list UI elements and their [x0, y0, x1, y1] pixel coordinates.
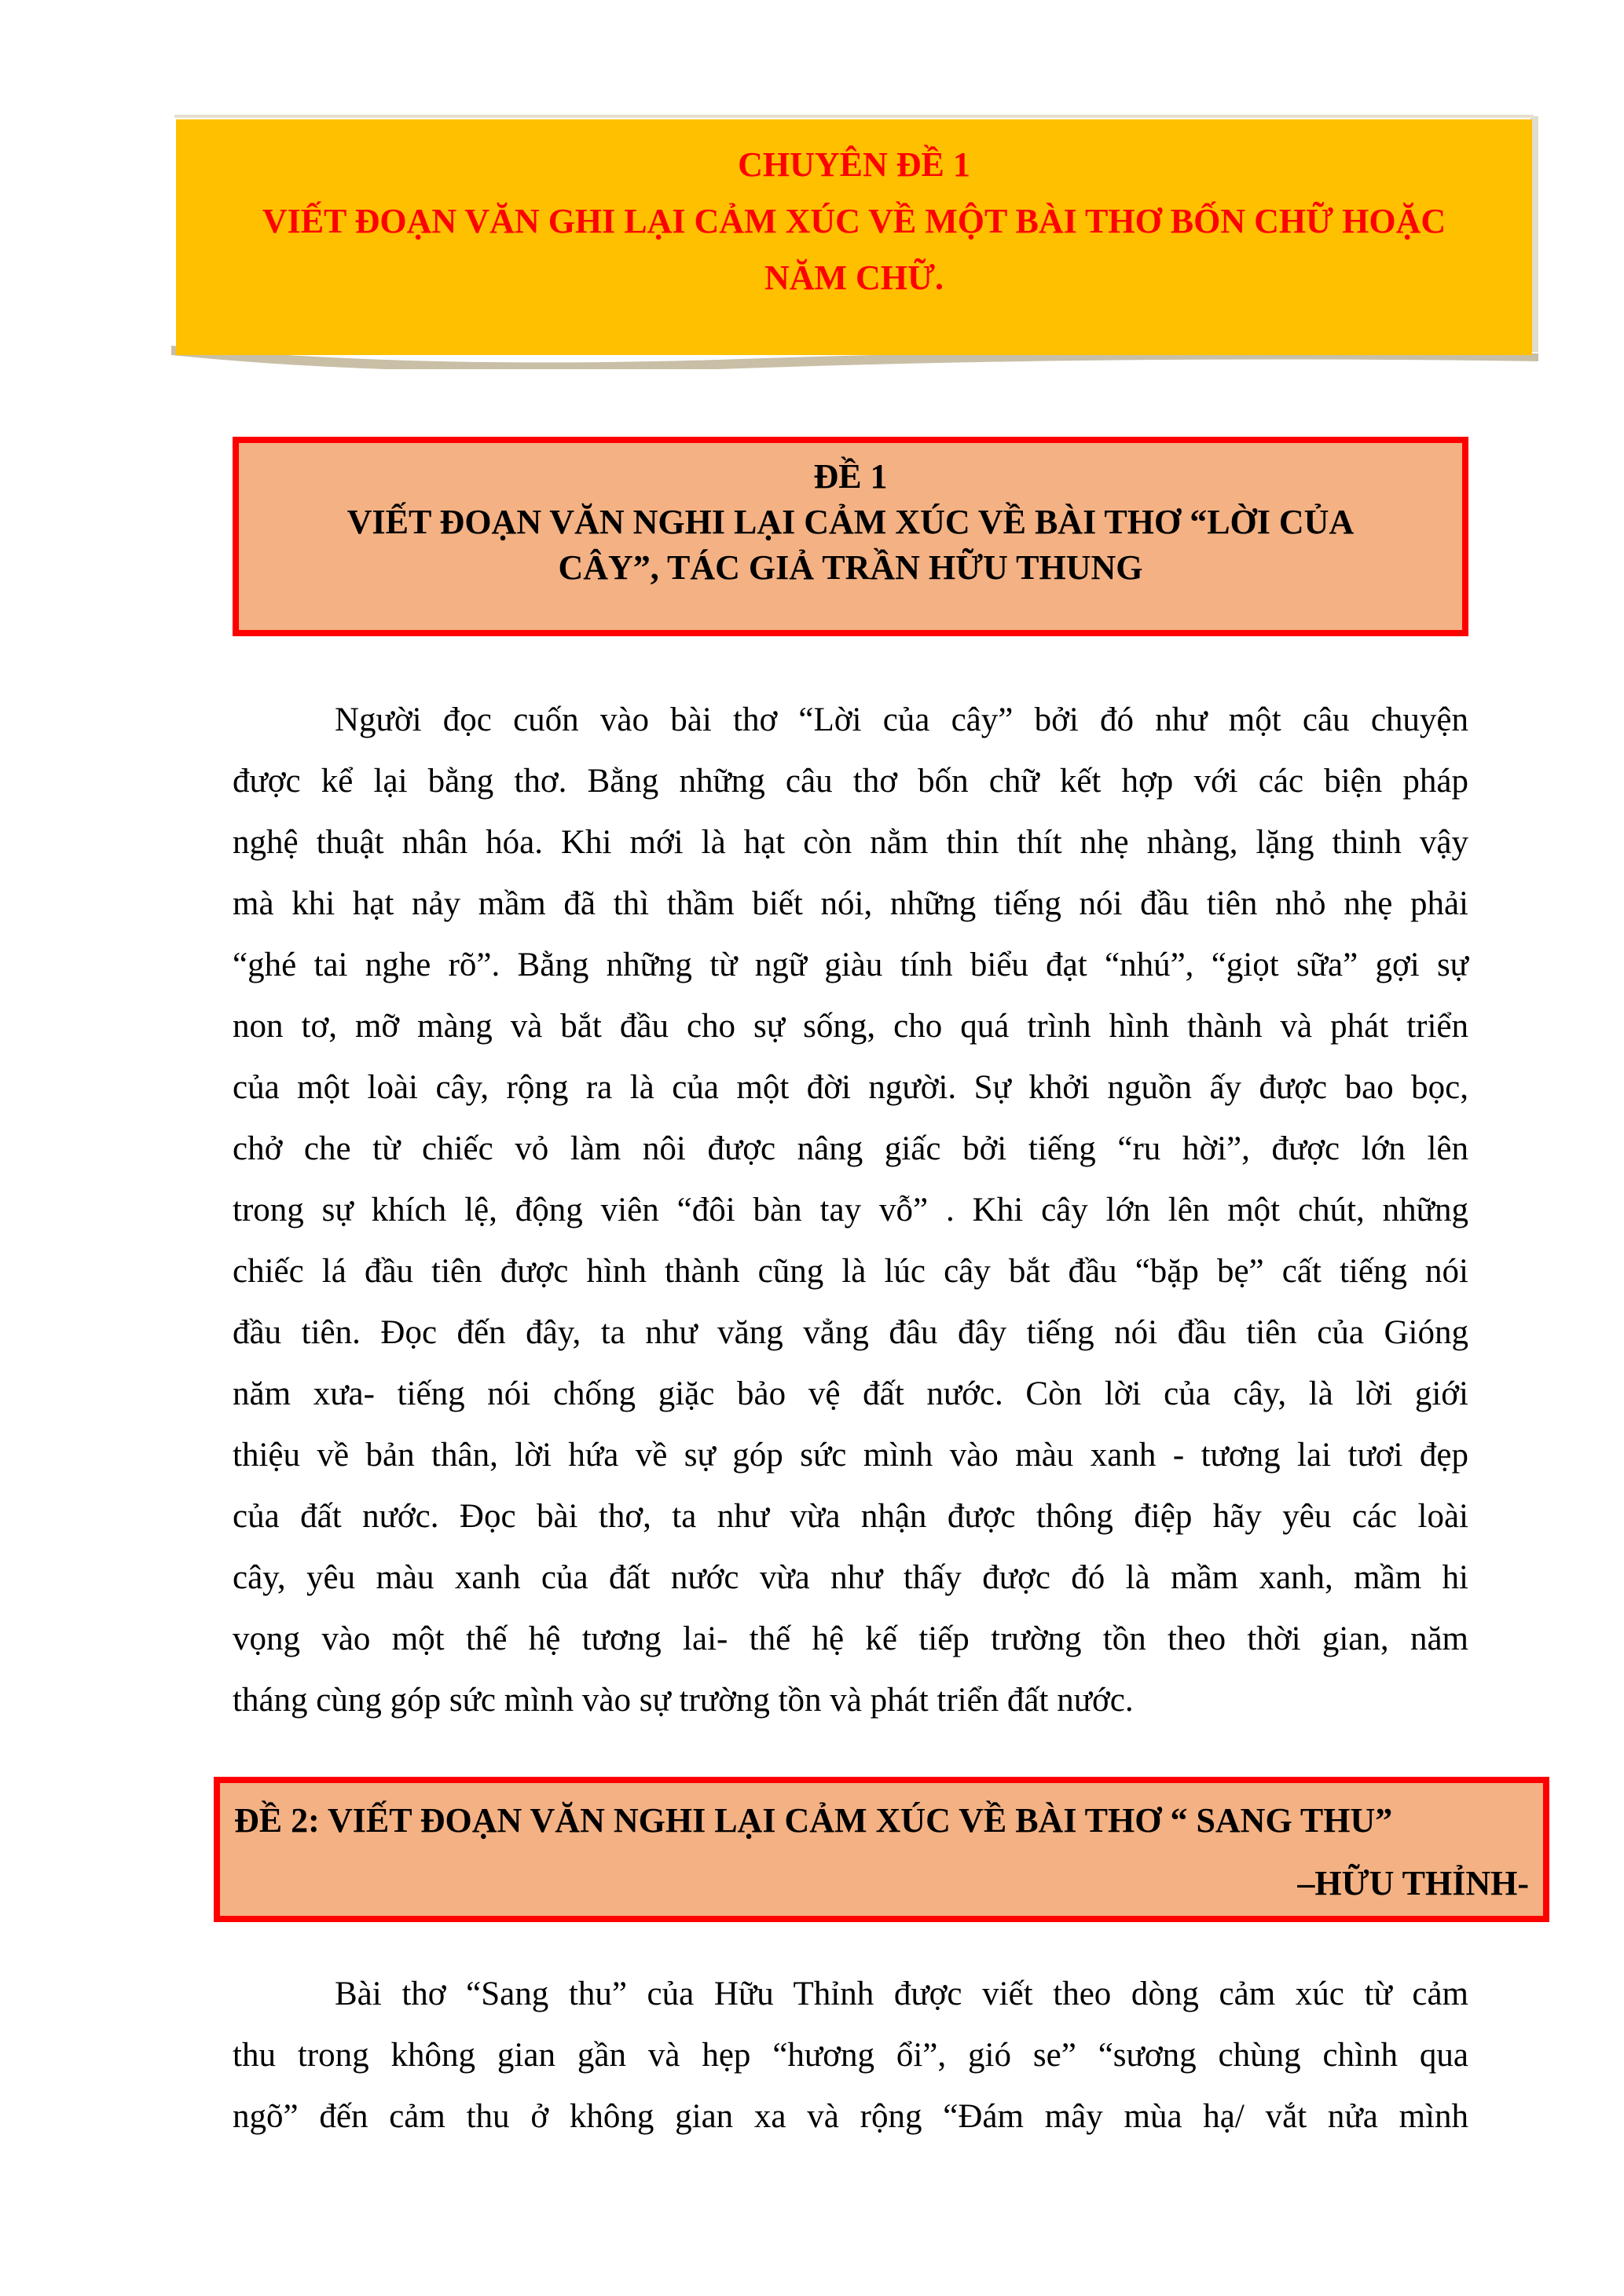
paragraph-line: mà khi hạt nảy mầm đã thì thầm biết nói, những tiếng nói đầu tiên nhỏ nhẹ phải	[233, 885, 1468, 922]
paragraph-line: chở che từ chiếc vỏ làm nôi được nâng giấc bởi tiếng “ru hời”, được lớn lên	[233, 1130, 1468, 1167]
paragraph-line: cây, yêu màu xanh của đất nước vừa như thấy được đó là mầm xanh, mầm hi	[233, 1559, 1468, 1596]
section2-heading-box	[214, 1777, 1549, 1922]
paragraph-line: non tơ, mỡ màng và bắt đầu cho sự sống, cho quá trình hình thành và phát triển	[233, 1008, 1468, 1045]
paragraph-line: thiệu về bản thân, lời hứa về sự góp sức mình vào màu xanh - tương lai tươi đẹp	[233, 1437, 1468, 1474]
paragraph-line: “ghé tai nghe rõ”. Bằng những từ ngữ giàu tính biểu đạt “nhú”, “giọt sữa” gợi sự	[233, 947, 1468, 983]
section1-heading-box	[233, 437, 1468, 636]
paragraph-line: của một loài cây, rộng ra là của một đời người. Sự khởi nguồn ấy được bao bọc,	[233, 1069, 1468, 1106]
paragraph-line: Bài thơ “Sang thu” của Hữu Thỉnh được viết theo dòng cảm xúc từ cảm	[335, 1976, 1468, 2012]
section2-heading-line-1: ĐỀ 2: VIẾT ĐOẠN VĂN NGHI LẠI CẢM XÚC VỀ BÀI THƠ “ SANG THU”	[234, 1801, 1393, 1840]
section1-paragraph	[233, 690, 1468, 1731]
paragraph-line: chiếc lá đầu tiên được hình thành cũng là lúc cây bắt đầu “bặp bẹ” cất tiếng nói	[233, 1253, 1468, 1290]
paragraph-line: Người đọc cuốn vào bài thơ “Lời của cây” bởi đó như một câu chuyện	[335, 701, 1468, 738]
paragraph-line: đầu tiên. Đọc đến đây, ta như văng vẳng đâu đây tiếng nói đầu tiên của Gióng	[233, 1314, 1468, 1351]
banner-line-3: NĂM CHỮ.	[764, 258, 944, 297]
paragraph-line: tháng cùng góp sức mình vào sự trường tồn và phát triển đất nước.	[233, 1682, 1134, 1719]
paragraph-line: trong sự khích lệ, động viên “đôi bàn tay vỗ” . Khi cây lớn lên một chút, những	[233, 1192, 1468, 1229]
paragraph-line: vọng vào một thế hệ tương lai- thế hệ kế tiếp trường tồn theo thời gian, năm	[233, 1620, 1468, 1657]
banner-line-2: VIẾT ĐOẠN VĂN GHI LẠI CẢM XÚC VỀ MỘT BÀI THƠ BỐN CHỮ HOẶC	[262, 202, 1446, 240]
paragraph-line: năm xưa- tiếng nói chống giặc bảo vệ đất nước. Còn lời của cây, là lời giới	[233, 1375, 1468, 1412]
banner-title	[176, 119, 1532, 355]
paragraph-line: được kể lại bằng thơ. Bằng những câu thơ bốn chữ kết hợp với các biện pháp	[233, 763, 1468, 800]
banner-line-1: CHUYÊN ĐỀ 1	[738, 145, 970, 184]
section2-paragraph	[233, 1964, 1468, 2148]
section2-heading-line-2: –HỮU THỈNH-	[1297, 1864, 1529, 1902]
paragraph-line: ngõ” đến cảm thu ở không gian xa và rộng “Đám mây mùa hạ/ vắt nửa mình	[233, 2098, 1468, 2135]
paragraph-line: thu trong không gian gần và hẹp “hương ổi”, gió se” “sương chùng chình qua	[233, 2037, 1468, 2074]
section1-heading-line-3: CÂY”, TÁC GIẢ TRẦN HỮU THUNG	[558, 548, 1143, 587]
title-banner	[168, 110, 1543, 369]
section1-heading-line-2: VIẾT ĐOẠN VĂN NGHI LẠI CẢM XÚC VỀ BÀI THƠ “LỜI CỦA	[346, 503, 1355, 541]
paragraph-line: của đất nước. Đọc bài thơ, ta như vừa nhận được thông điệp hãy yêu các loài	[233, 1498, 1468, 1535]
paragraph-line: nghệ thuật nhân hóa. Khi mới là hạt còn nằm thin thít nhẹ nhàng, lặng thinh vậy	[233, 824, 1468, 861]
section1-heading-line-1: ĐỀ 1	[813, 457, 888, 496]
